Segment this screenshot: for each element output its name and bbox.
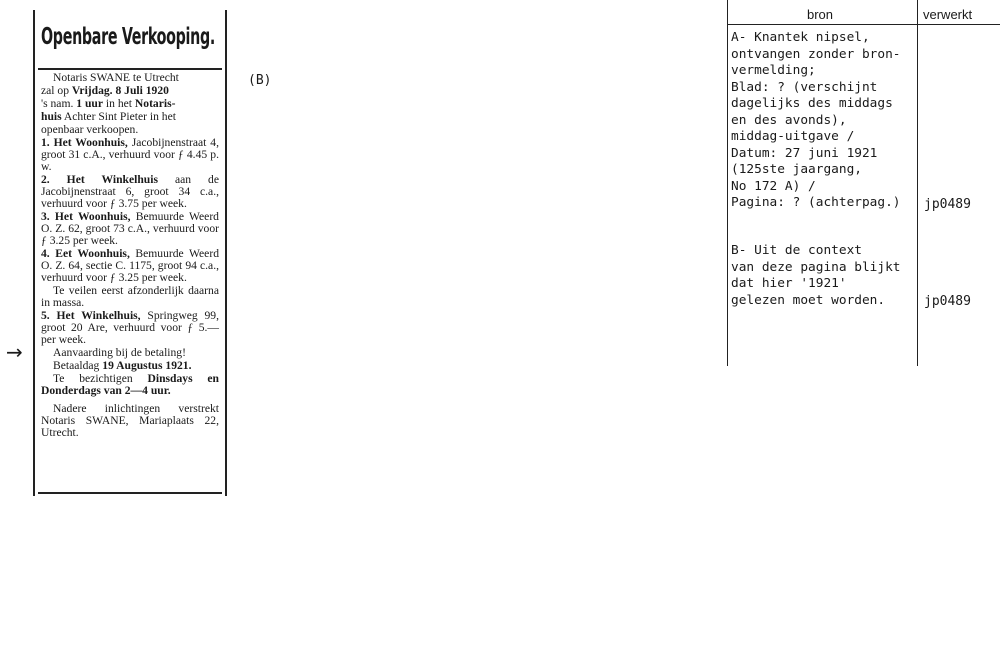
intro-text: zal op	[41, 84, 72, 97]
newspaper-clipping	[33, 10, 227, 496]
marker-label: (B)	[248, 73, 272, 88]
auction-date: Vrijdag. 8 Juli 1920	[71, 84, 169, 97]
ref-b: jp0489	[924, 294, 971, 309]
divider	[727, 24, 1000, 25]
clipping-body	[41, 72, 219, 440]
payday-line	[41, 360, 219, 372]
lot-text: aan de Jacobijnenstraat 6, groot 34 c.a., verhuurd voor ƒ 3.75 per week.	[41, 173, 219, 210]
notaris-label: Notaris-	[134, 97, 176, 110]
source-a-text: A- Knantek nipsel, ontvangen zonder bron- vermelding; Blad: ? (verschijnt dagelijks des middags en des avonds), middag-uitgave / Datum: 27 juni 1921 (125ste jaargang, No 172 A) / Pagina: ? (achterpag.)	[731, 30, 901, 210]
divider	[38, 68, 222, 70]
auction-note: Te veilen eerst afzonderlijk daarna in massa.	[41, 284, 219, 309]
source-b-text: B- Uit de context van deze pagina blijkt dat hier '1921' gelezen moet worden.	[731, 243, 901, 308]
divider	[38, 492, 222, 494]
intro-line	[41, 111, 219, 123]
intro-line: Notaris SWANE te Utrecht	[53, 71, 179, 84]
lot-text: Jacobijnenstraat 4, groot 31 c.A., verhuurd voor ƒ 4.45 p. w.	[41, 136, 219, 173]
viewing-line	[41, 373, 219, 397]
info-line: Nadere inlichtingen verstrekt Notaris SWANE, Mariaplaats 22, Utrecht.	[41, 402, 219, 439]
payday-label: Betaaldag	[53, 359, 103, 372]
lot-text: Bemuurde Weerd O. Z. 64, sectie C. 1175, groot 94 c.a., verhuurd voor ƒ 3.25 per week.	[41, 247, 219, 284]
lot-3	[41, 211, 219, 247]
payday-date: 19 Augustus 1921.	[102, 359, 192, 372]
intro-line	[41, 85, 219, 97]
column-header-source: bron	[807, 7, 834, 22]
intro-line	[41, 98, 219, 110]
intro-text: 's nam.	[41, 97, 77, 110]
lot-heading: 3. Het Woonhuis,	[41, 210, 131, 223]
column-header-processed: verwerkt	[923, 7, 973, 22]
auction-time: 1 uur	[76, 97, 104, 110]
divider	[727, 0, 728, 366]
lot-heading: 5. Het Winkelhuis,	[41, 309, 141, 322]
lot-text: Bemuurde Weerd O. Z. 62, groot 73 c.A., verhuurd voor ƒ 3.25 per week.	[41, 210, 219, 247]
ref-a: jp0489	[924, 197, 971, 212]
divider	[917, 0, 918, 366]
viewing-label: Te bezichtigen	[53, 372, 148, 385]
intro-line: openbaar verkoopen.	[41, 123, 139, 136]
lot-heading: 4. Eet Woonhuis,	[41, 247, 130, 260]
arrow-icon: →	[6, 340, 23, 364]
lot-5	[41, 310, 219, 346]
lot-heading: 2. Het Winkelhuis	[41, 173, 158, 186]
notaris-label: huis	[41, 110, 62, 123]
intro-text: Achter Sint Pieter in het	[61, 110, 176, 123]
viewing-times: Dinsdays en Donderdags van 2—4 uur.	[41, 372, 219, 397]
intro-text: in het	[103, 97, 135, 110]
lot-2	[41, 174, 219, 210]
lot-text: Springweg 99, groot 20 Are, verhuurd voor ƒ 5.— per week.	[41, 309, 220, 346]
lot-4	[41, 248, 219, 284]
lot-1	[41, 137, 219, 173]
lot-heading: 1. Het Woonhuis,	[41, 136, 128, 149]
clipping-title: Openbare Verkooping.	[41, 24, 215, 50]
acceptance-note: Aanvaarding bij de betaling!	[53, 346, 186, 359]
source-table	[727, 0, 1000, 366]
